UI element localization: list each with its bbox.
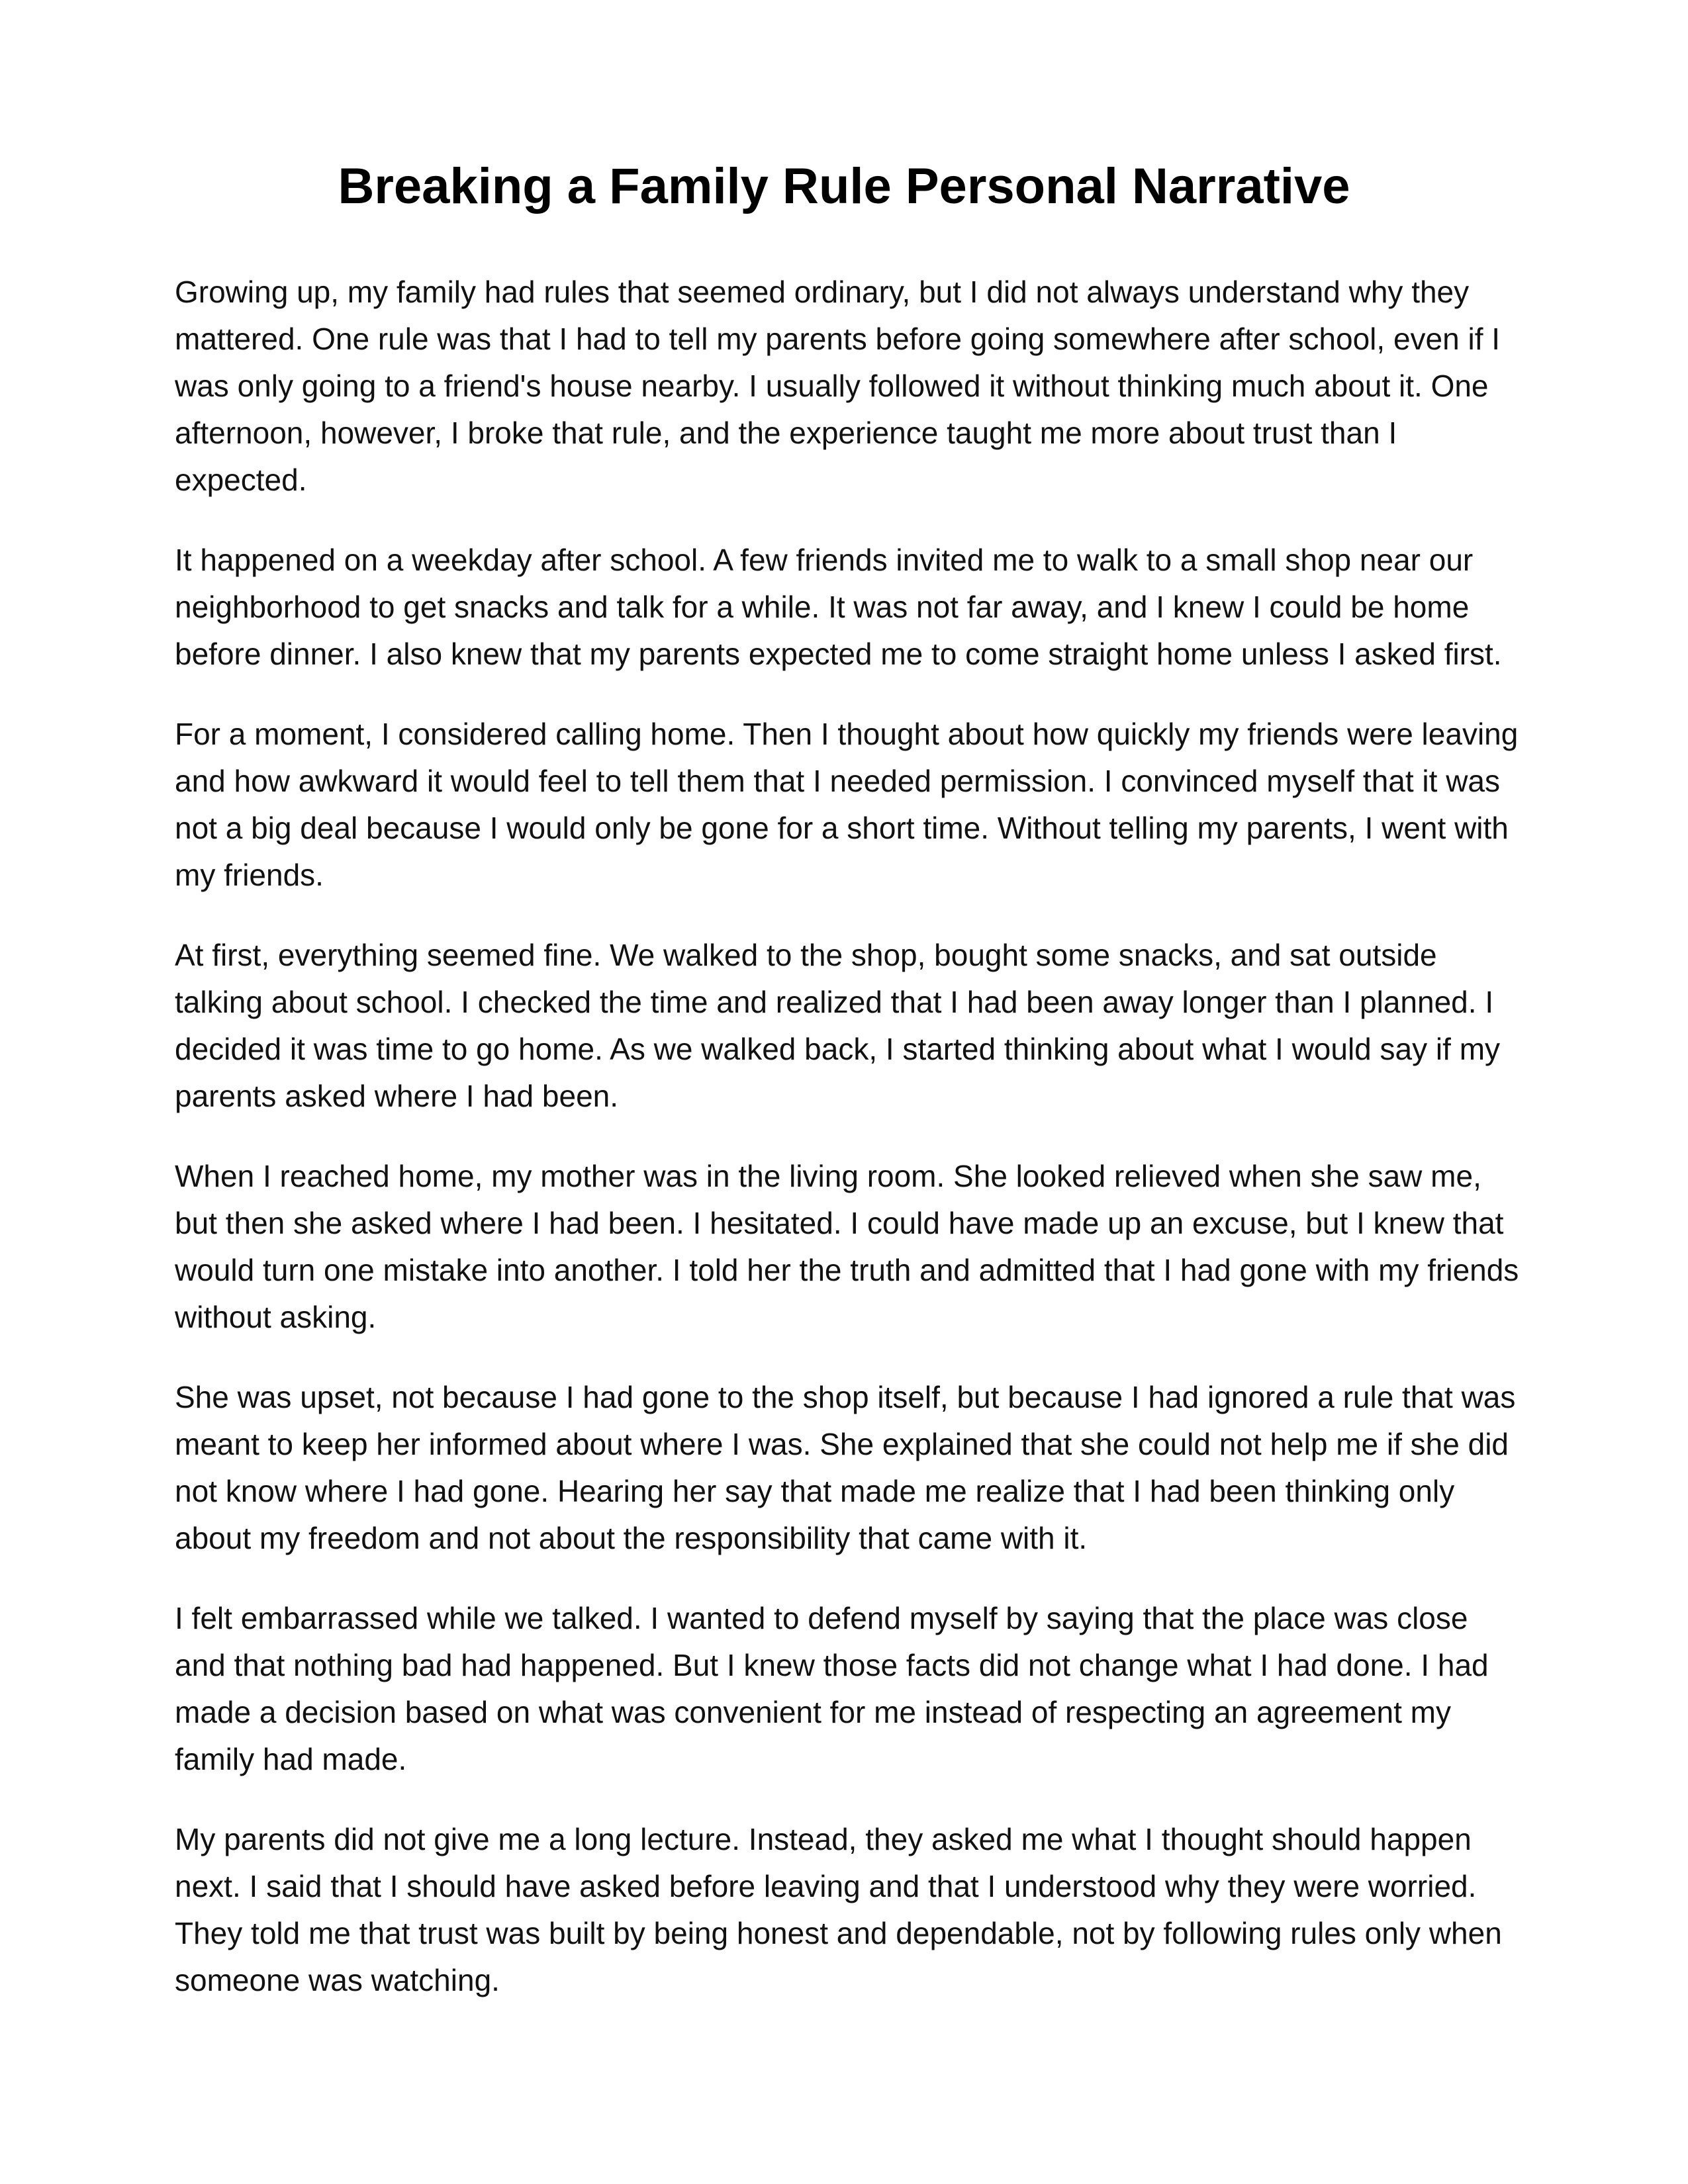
paragraph-6: She was upset, not because I had gone to the shop itself, but because I had ignored a rule that was meant to keep her informed about where I was. She explained that she could not help me if she did not know where I had gone. Hearing her say that made me realize that I had been thinking only about my freedom and not about the responsibility that came with it. <box>175 1380 1516 1555</box>
document-body <box>175 269 1525 2037</box>
paragraph-2: It happened on a weekday after school. A few friends invited me to walk to a small shop near our neighborhood to get snacks and talk for a while. It was not far away, and I knew I could be home before dinner. I also knew that my parents expected me to come straight home unless I asked first. <box>175 543 1502 671</box>
document-title: Breaking a Family Rule Personal Narrative <box>338 158 1350 214</box>
paragraph-7: I felt embarrassed while we talked. I wanted to defend myself by saying that the place was close and that nothing bad had happened. But I knew those facts did not change what I had done. I had made a decision based on what was convenient for me instead of respecting an agreement my family had made. <box>175 1601 1489 1776</box>
paragraph-4: At first, everything seemed fine. We walked to the shop, bought some snacks, and sat outside talking about school. I checked the time and realized that I had been away longer than I planned. I decided it was time to go home. As we walked back, I started thinking about what I would say if my parents asked where I had been. <box>175 938 1501 1113</box>
paragraph-8: My parents did not give me a long lecture. Instead, they asked me what I thought should happen next. I said that I should have asked before leaving and that I understood why they were worried. They told me that trust was built by being honest and dependable, not by following rules only when someone was watching. <box>175 1822 1502 1997</box>
paragraph-3: For a moment, I considered calling home. Then I thought about how quickly my friends were leaving and how awkward it would feel to tell them that I needed permission. I convinced myself that it was not a big deal because I would only be gone for a short time. Without telling my parents, I went with my friends. <box>175 717 1519 892</box>
paragraph-1: Growing up, my family had rules that seemed ordinary, but I did not always understand why they mattered. One rule was that I had to tell my parents before going somewhere after school, even if I was only going to a friend's house nearby. I usually followed it without thinking much about it. One afternoon, however, I broke that rule, and the experience taught me more about trust than I expected. <box>175 275 1501 497</box>
paragraph-5: When I reached home, my mother was in the living room. She looked relieved when she saw me, but then she asked where I had been. I hesitated. I could have made up an excuse, but I knew that would turn one mistake into another. I told her the truth and admitted that I had gone with my friends without asking. <box>175 1159 1519 1334</box>
